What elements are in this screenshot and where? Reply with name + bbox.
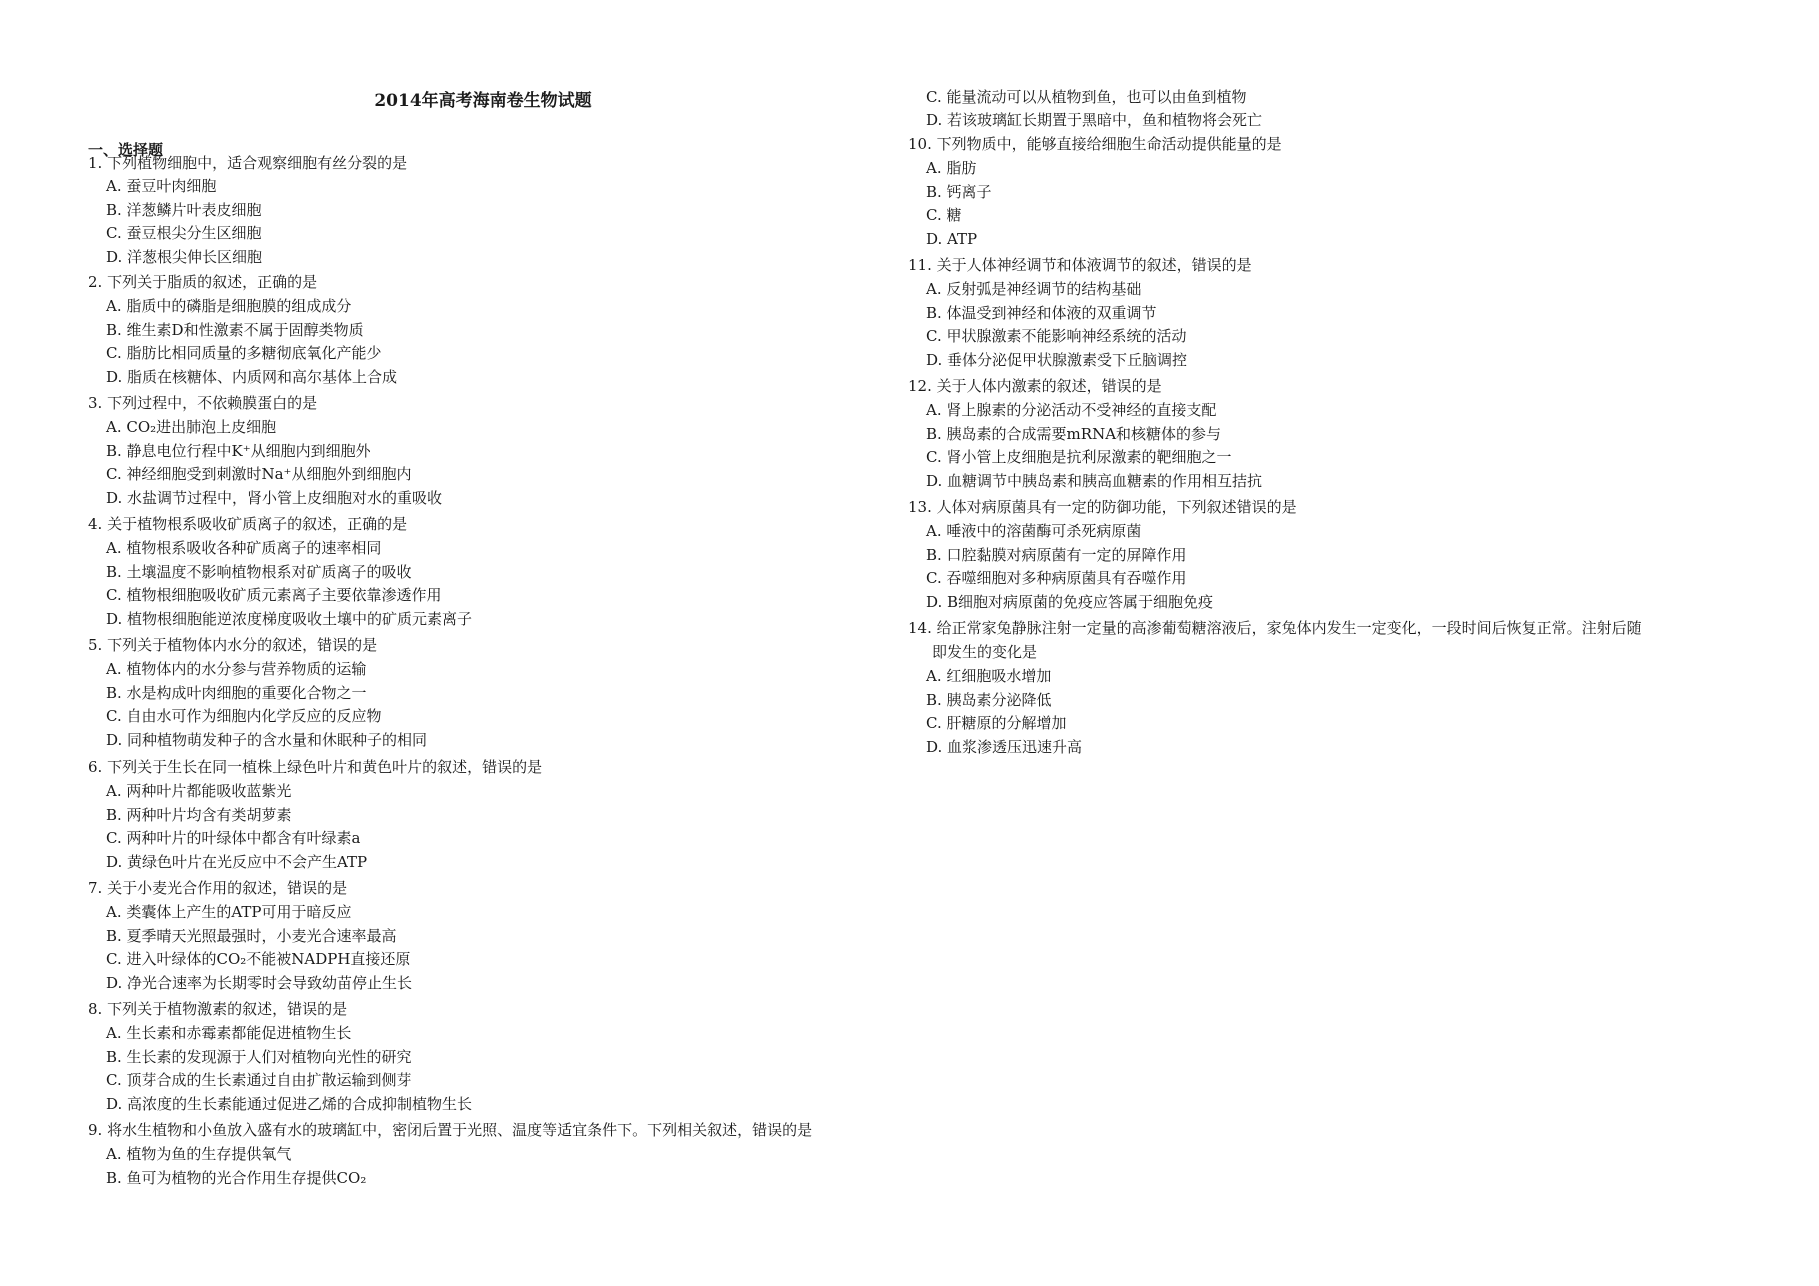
answer-option: D. 高浓度的生长素能通过促进乙烯的合成抑制植物生长 [106, 1094, 473, 1113]
answer-option: D. B细胞对病原菌的免疫应答属于细胞免疫 [926, 592, 1214, 611]
answer-option: A. 两种叶片都能吸收蓝紫光 [106, 782, 292, 800]
answer-option: C. 甲状腺激素不能影响神经系统的活动 [926, 327, 1187, 345]
answer-option: C. 能量流动可以从植物到鱼，也可以由鱼到植物 [926, 88, 1247, 106]
answer-option: D. 血浆渗透压迅速升高 [926, 737, 1083, 756]
answer-option: A. 红细胞吸水增加 [926, 667, 1052, 685]
answer-option: B. 胰岛素的合成需要mRNA和核糖体的参与 [926, 424, 1222, 443]
answer-option: B. 水是构成叶肉细胞的重要化合物之一 [106, 683, 367, 702]
question-stem: 12. 关于人体内激素的叙述，错误的是 [908, 377, 1162, 395]
question-stem: 4. 关于植物根系吸收矿质离子的叙述，正确的是 [88, 515, 408, 533]
answer-option: A. 生长素和赤霉素都能促进植物生长 [106, 1024, 352, 1042]
question-stem: 5. 下列关于植物体内水分的叙述，错误的是 [88, 636, 378, 654]
question-stem: 13. 人体对病原菌具有一定的防御功能，下列叙述错误的是 [908, 498, 1297, 516]
answer-option: B. 两种叶片均含有类胡萝素 [106, 805, 292, 824]
answer-option: C. 肝糖原的分解增加 [926, 714, 1067, 732]
answer-option: B. 胰岛素分泌降低 [926, 690, 1052, 709]
answer-option: A. 脂肪 [926, 159, 977, 177]
answer-option: D. 血糖调节中胰岛素和胰高血糖素的作用相互拮抗 [926, 471, 1263, 490]
answer-option: C. 两种叶片的叶绿体中都含有叶绿素a [106, 829, 361, 847]
answer-option: C. 顶芽合成的生长素通过自由扩散运输到侧芽 [106, 1071, 412, 1089]
answer-option: B. 夏季晴天光照最强时，小麦光合速率最高 [106, 926, 397, 945]
answer-option: B. 静息电位行程中K⁺从细胞内到细胞外 [106, 441, 371, 460]
question-stem: 10. 下列物质中，能够直接给细胞生命活动提供能量的是 [908, 135, 1282, 153]
question-stem: 3. 下列过程中，不依赖膜蛋白的是 [88, 394, 318, 412]
answer-option: B. 维生素D和性激素不属于固醇类物质 [106, 320, 364, 339]
question-stem: 8. 下列关于植物激素的叙述，错误的是 [88, 1000, 348, 1018]
question-stem: 6. 下列关于生长在同一植株上绿色叶片和黄色叶片的叙述，错误的是 [88, 758, 543, 776]
answer-option: C. 植物根细胞吸收矿质元素离子主要依靠渗透作用 [106, 586, 442, 604]
answer-option: D. ATP [926, 229, 978, 248]
answer-option: A. 植物为鱼的生存提供氧气 [106, 1145, 292, 1163]
answer-option: D. 水盐调节过程中，肾小管上皮细胞对水的重吸收 [106, 488, 443, 507]
question-stem: 11. 关于人体神经调节和体液调节的叙述，错误的是 [908, 256, 1252, 274]
answer-option: B. 钙离子 [926, 182, 992, 201]
answer-option: D. 黄绿色叶片在光反应中不会产生ATP [106, 852, 368, 871]
answer-option: C. 蚕豆根尖分生区细胞 [106, 224, 262, 242]
answer-option: C. 自由水可作为细胞内化学反应的反应物 [106, 707, 382, 725]
answer-option: C. 糖 [926, 206, 962, 224]
answer-option: C. 进入叶绿体的CO₂不能被NADPH直接还原 [106, 950, 411, 968]
page-title: 2014年高考海南卷生物试题 [374, 91, 592, 111]
question-stem: 14. 给正常家兔静脉注射一定量的高渗葡萄糖溶液后，家兔体内发生一定变化，一段时间后恢复正常。注射后随 [908, 619, 1642, 637]
answer-option: A. 植物根系吸收各种矿质离子的速率相同 [106, 539, 382, 557]
answer-option: B. 鱼可为植物的光合作用生存提供CO₂ [106, 1168, 367, 1187]
answer-option: D. 脂质在核糖体、内质网和高尔基体上合成 [106, 367, 398, 386]
answer-option: D. 同种植物萌发种子的含水量和休眠种子的相同 [106, 730, 428, 749]
answer-option: D. 植物根细胞能逆浓度梯度吸收土壤中的矿质元素离子 [106, 609, 473, 628]
answer-option: A. 反射弧是神经调节的结构基础 [926, 280, 1142, 298]
answer-option: A. 唾液中的溶菌酶可杀死病原菌 [926, 522, 1142, 540]
answer-option: D. 净光合速率为长期零时会导致幼苗停止生长 [106, 973, 413, 992]
answer-option: C. 脂肪比相同质量的多糖彻底氧化产能少 [106, 344, 382, 362]
answer-option: A. CO₂进出肺泡上皮细胞 [106, 418, 277, 436]
question-stem: 7. 关于小麦光合作用的叙述，错误的是 [88, 879, 348, 897]
answer-option: A. 植物体内的水分参与营养物质的运输 [106, 660, 367, 678]
answer-option: D. 若该玻璃缸长期置于黑暗中，鱼和植物将会死亡 [926, 111, 1263, 129]
answer-option: B. 土壤温度不影响植物根系对矿质离子的吸收 [106, 562, 412, 581]
section-heading: 一、选择题 [88, 141, 164, 159]
question-stem-continued: 即发生的变化是 [932, 643, 1038, 661]
answer-option: D. 垂体分泌促甲状腺激素受下丘脑调控 [926, 350, 1188, 369]
answer-option: D. 洋葱根尖伸长区细胞 [106, 247, 263, 266]
answer-option: A. 脂质中的磷脂是细胞膜的组成成分 [106, 297, 352, 315]
answer-option: B. 生长素的发现源于人们对植物向光性的研究 [106, 1047, 412, 1066]
answer-option: C. 肾小管上皮细胞是抗利尿激素的靶细胞之一 [926, 448, 1232, 466]
answer-option: C. 吞噬细胞对多种病原菌具有吞噬作用 [926, 569, 1187, 587]
answer-option: A. 类囊体上产生的ATP可用于暗反应 [106, 903, 352, 921]
question-stem: 2. 下列关于脂质的叙述，正确的是 [88, 273, 318, 291]
answer-option: C. 神经细胞受到刺激时Na⁺从细胞外到细胞内 [106, 465, 412, 483]
answer-option: B. 洋葱鳞片叶表皮细胞 [106, 200, 262, 219]
question-stem: 1. 下列植物细胞中，适合观察细胞有丝分裂的是 [88, 154, 408, 172]
answer-option: A. 蚕豆叶肉细胞 [106, 177, 217, 195]
answer-option: B. 体温受到神经和体液的双重调节 [926, 303, 1157, 322]
answer-option: A. 肾上腺素的分泌活动不受神经的直接支配 [926, 401, 1217, 419]
question-stem: 9. 将水生植物和小鱼放入盛有水的玻璃缸中，密闭后置于光照、温度等适宜条件下。下列相关叙述，错误的是 [88, 1121, 813, 1139]
answer-option: B. 口腔黏膜对病原菌有一定的屏障作用 [926, 545, 1187, 564]
